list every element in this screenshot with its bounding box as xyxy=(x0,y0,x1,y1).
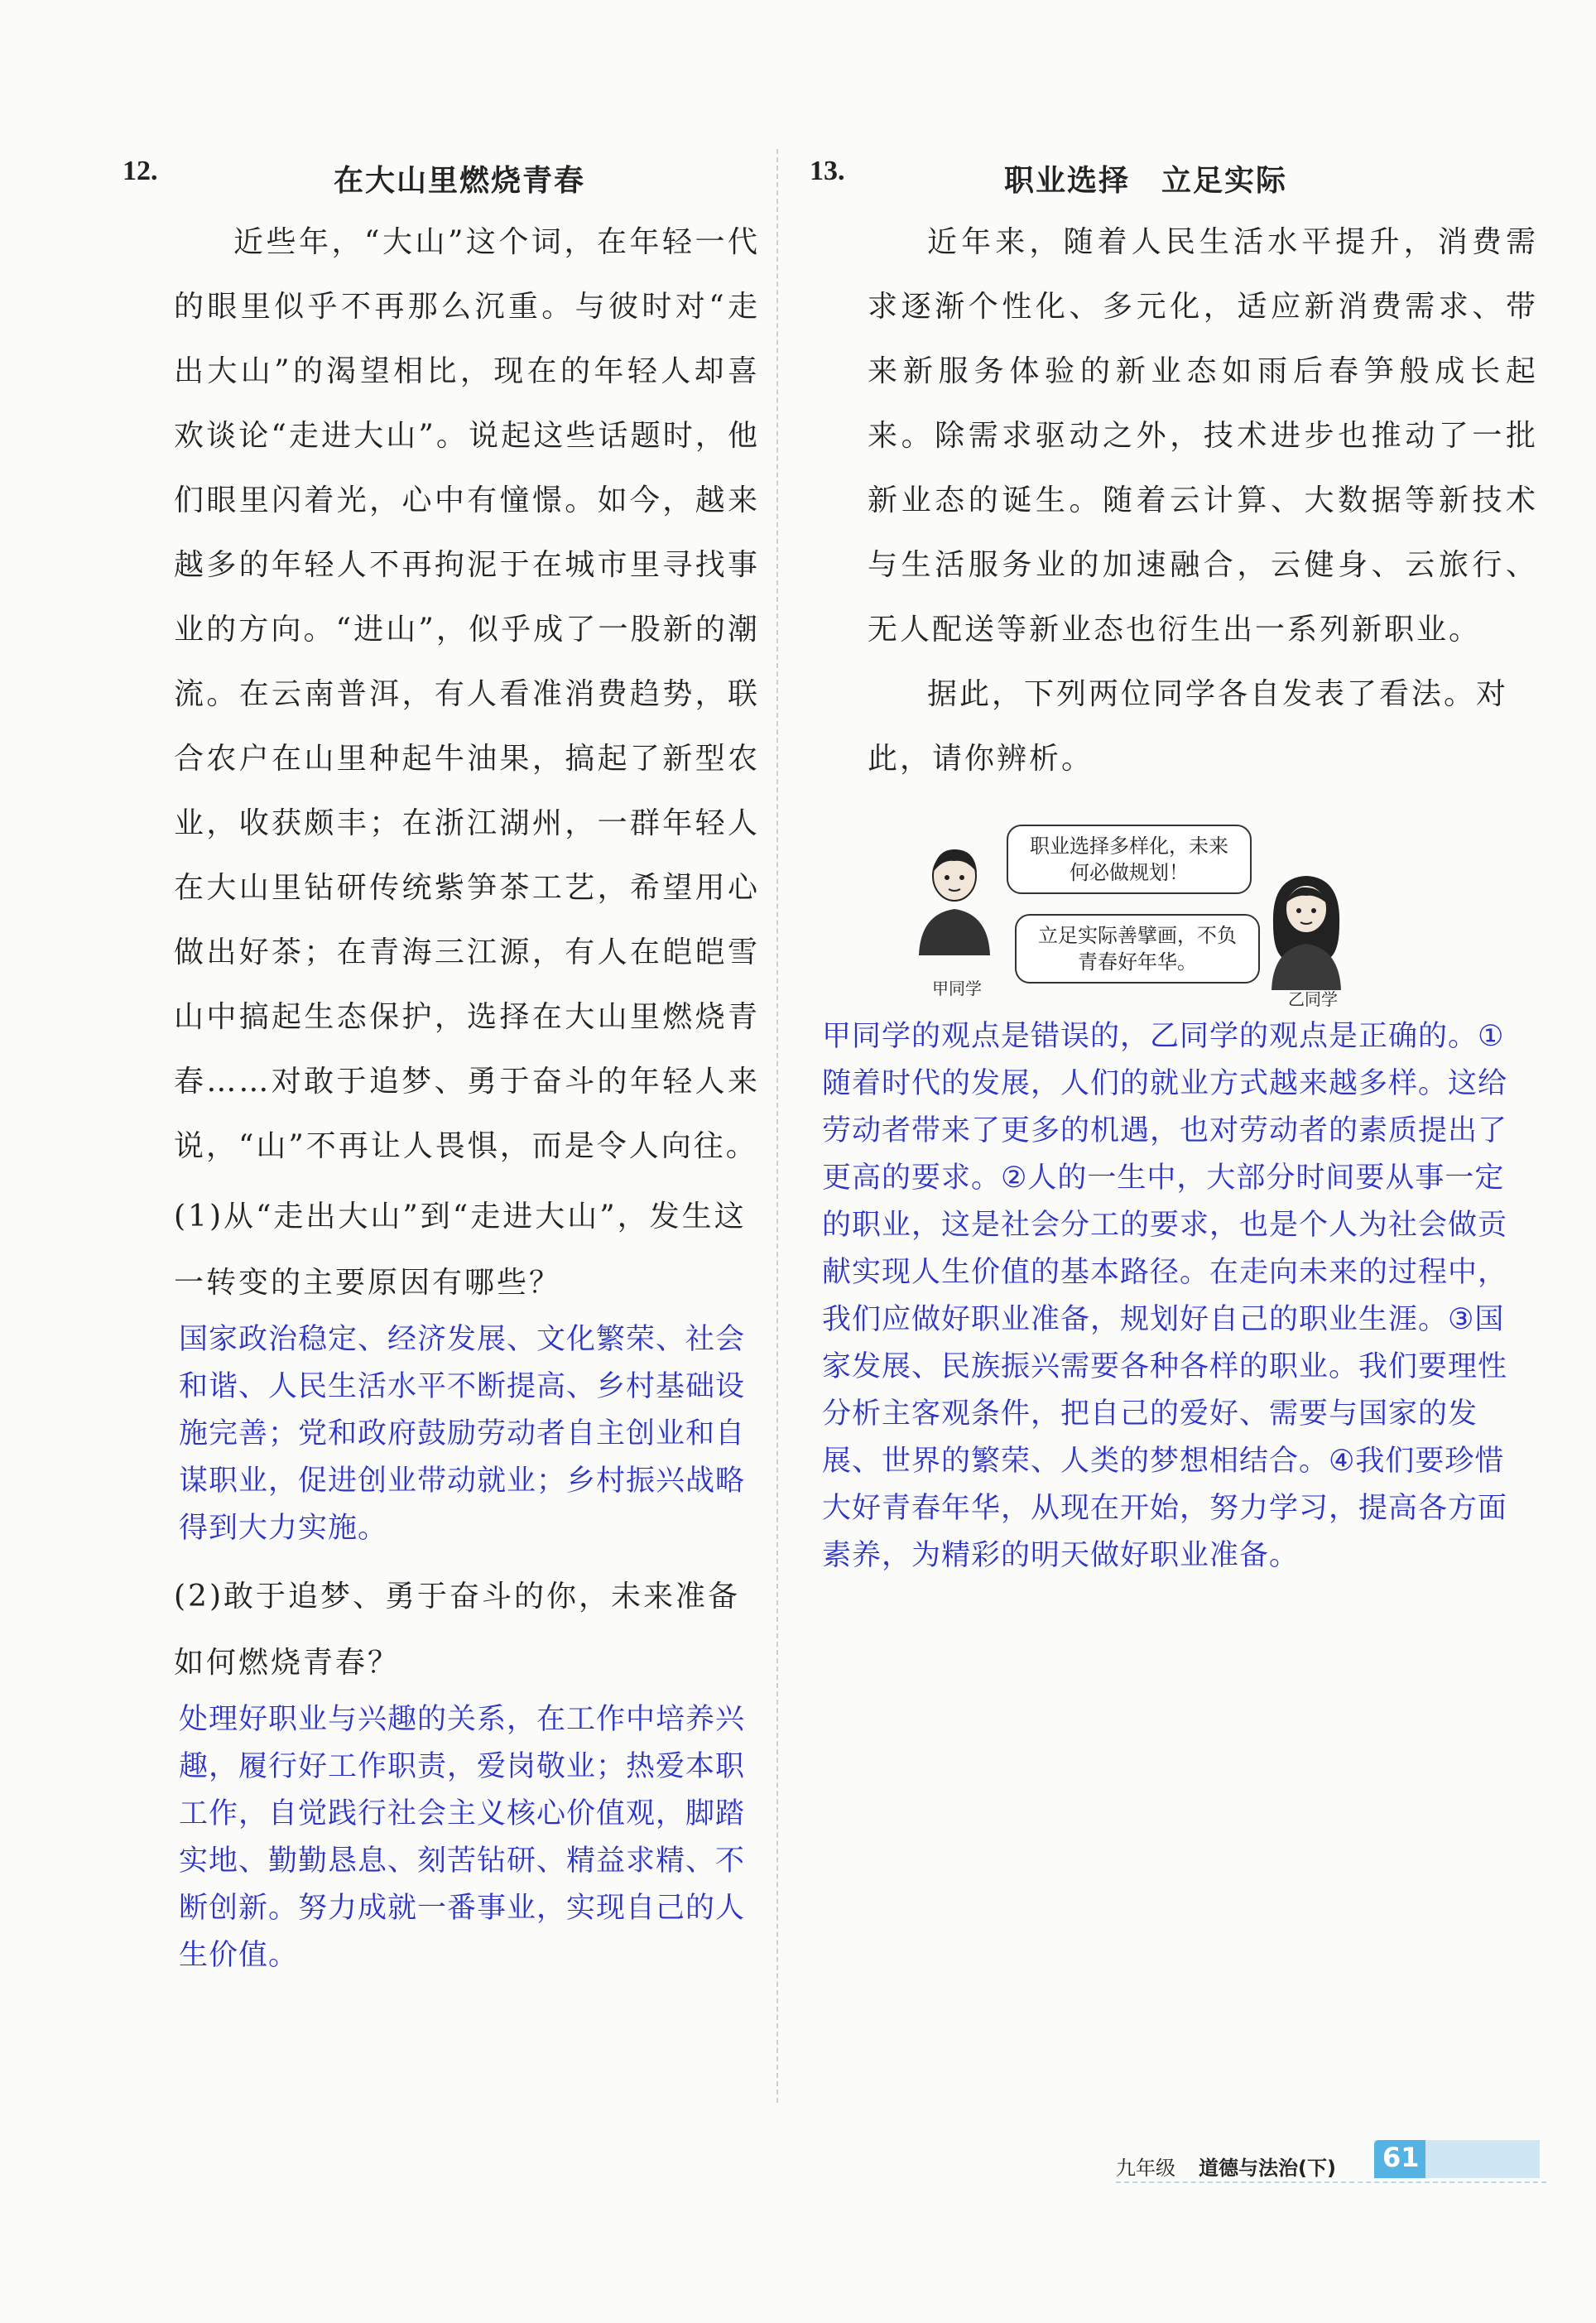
question-13 xyxy=(810,149,1538,1580)
question-prompt: 据此，下列两位同学各自发表了看法。对此，请你辨析。 xyxy=(868,677,1509,776)
column-divider xyxy=(776,149,778,2103)
student-b-label: 乙同学 xyxy=(1288,989,1338,1009)
page-number: 61 xyxy=(1382,2142,1420,2173)
answer-13: 甲同学的观点是错误的，乙同学的观点是正确的。①随着时代的发展，人们的就业方式越来越多样。这给劳动者带来了更多的机遇，也对劳动者的素质提出了更高的要求。②人的一生中，大部分时间要从事一定的职业，这是社会分工的要求，也是个人为社会做贡献实现人生价值的基本路径。在走向未来的过程中，我们应做好职业准备，规划好自己的职业生涯。③国家发展、民族振兴需要各种各样的职业。我们要理性分析主客观条件，把自己的爱好、需要与国家的发展、世界的繁荣、人类的梦想相结合。④我们要珍惜大好青春年华，从现在开始，努力学习，提高各方面素养，为精彩的明天做好职业准备。 xyxy=(822,1020,1508,1572)
footer-rule xyxy=(1116,2181,1546,2183)
question-title: 在大山里燃烧青春 xyxy=(334,164,586,198)
student-b-icon xyxy=(1257,866,1356,990)
student-a-label: 甲同学 xyxy=(932,979,982,998)
sub-question-1: (1)从“走出大山”到“走进大山”，发生这一转变的主要原因有哪些？ xyxy=(174,1200,747,1300)
page-footer xyxy=(1116,2140,1546,2190)
question-number: 12. xyxy=(123,156,158,186)
subject-label: 道德与法治(下) xyxy=(1199,2157,1336,2180)
answer-1: 国家政治稳定、经济发展、文化繁荣、社会和谐、人民生活水平不断提高、乡村基础设施完善；党和政府鼓励劳动者自主创业和自谋职业，促进创业带动就业；乡村振兴战略得到大力实施。 xyxy=(179,1323,746,1545)
question-13-header xyxy=(810,149,1538,207)
answer-2: 处理好职业与兴趣的关系，在工作中培养兴趣，履行好工作职责，爱岗敬业；热爱本职工作，自觉践行社会主义核心价值观，脚踏实地、勤勤恳息、刻苦钻研、精益求精、不断创新。努力成就一番事业，实现自己的人生价值。 xyxy=(179,1703,746,1972)
sub-question-2: (2)敢于追梦、勇于奋斗的你，未来准备如何燃烧青春？ xyxy=(174,1580,740,1680)
dialogue-illustration xyxy=(909,825,1381,1009)
reading-passage: 近些年，“大山”这个词，在年轻一代的眼里似乎不再那么沉重。与彼时对“走出大山”的渴望相比，现在的年轻人却喜欢谈论“走进大山”。说起这些话题时，他们眼里闪着光，心中有憧憬。如今，越来越多的年轻人不再拘泥于在城市里寻找事业的方向。“进山”，似乎成了一股新的潮流。在云南普洱，有人看准消费趋势，联合农户在山里种起牛油果，搞起了新型农业，收获颇丰；在浙江湖州，一群年轻人在大山里钻研传统紫笋茶工艺，希望用心做出好茶；在青海三江源，有人在皑皑雪山中搞起生态保护，选择在大山里燃烧青春……对敢于追梦、勇于奋斗的年轻人来说，“山”不再让人畏惧，而是令人向往。 xyxy=(174,225,760,1163)
grade-label: 九年级 xyxy=(1116,2157,1175,2180)
student-a-speech-bubble: 职业选择多样化，未来何必做规划！ xyxy=(1007,825,1252,894)
question-12-header xyxy=(123,149,760,207)
question-12 xyxy=(123,149,760,1979)
question-number: 13. xyxy=(810,156,845,186)
question-title: 职业选择 立足实际 xyxy=(1004,164,1288,198)
student-a-icon xyxy=(909,841,1000,957)
reading-passage: 近年来，随着人民生活水平提升，消费需求逐渐个性化、多元化，适应新消费需求、带来新服务体验的新业态如雨后春笋般成长起来。除需求驱动之外，技术进步也推动了一批新业态的诞生。随着云计算、大数据等新技术与生活服务业的加速融合，云健身、云旅行、无人配送等新业态也衍生出一系列新职业。 xyxy=(868,225,1538,647)
student-b-speech-bubble: 立足实际善擘画，不负青春好年华。 xyxy=(1015,914,1260,984)
